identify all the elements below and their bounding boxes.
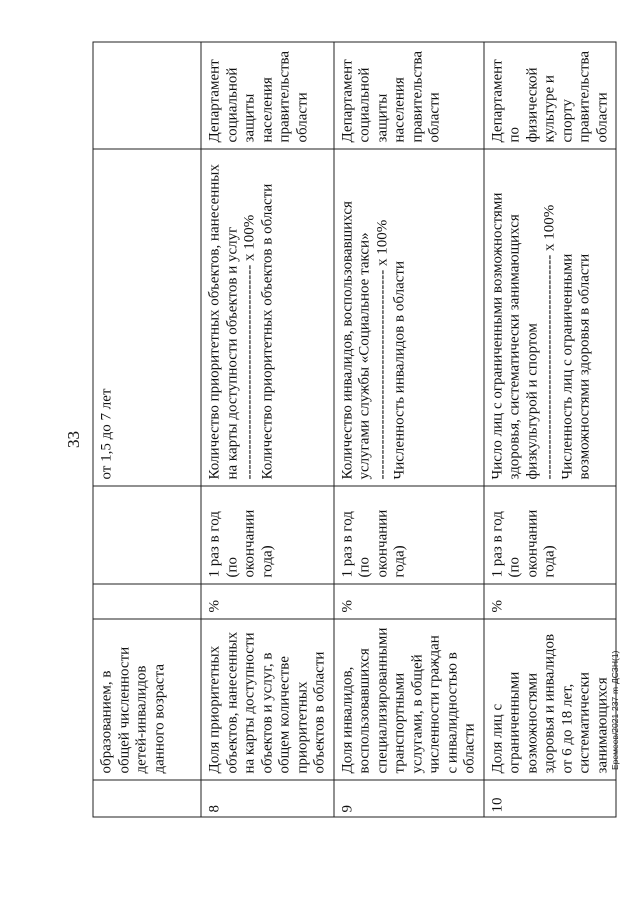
formula-fraction-line: --------------------------------------------- х 100% — [541, 204, 558, 480]
cell-indicator: Доля лиц с ограниченными возможностями здоровья и инвалидов от 6 до 18 лет, систематически занимающихся — [484, 619, 617, 780]
cell-responsible: Департамент социальной защиты населения правительства области — [201, 42, 334, 149]
formula-denominator: Численность лиц с ограниченными возможностями здоровья в области — [559, 253, 593, 480]
formula-fraction-line: ------------------------------------------ х 100% — [374, 219, 390, 480]
formula-numerator: Число лиц с ограниченными возможностями здоровья, систематически занимающихся физкультурой и спортом — [489, 192, 540, 480]
table-row — [484, 42, 617, 817]
cell-indicator: Доля инвалидов, воспользовавшихся специализированными транспортными услугами, в общей численности граждан с инвалидностью в области — [334, 619, 484, 780]
formula-denominator: Численность инвалидов в области — [391, 261, 408, 480]
cell-periodicity — [93, 486, 201, 584]
formula-fraction-line: ------------------------------------------- х 100% — [241, 214, 258, 480]
cell-num: 9 — [334, 780, 484, 817]
cell-formula: от 1,5 до 7 лет — [93, 149, 201, 486]
indicator-table-wrapper — [93, 43, 610, 818]
cell-num — [93, 780, 201, 817]
cell-periodicity: 1 раз в год (по окончании года) — [484, 486, 617, 584]
cell-responsible: Департамент по физической культуре и спорту правительства области — [484, 42, 617, 149]
indicator-table — [93, 42, 617, 818]
table-row — [201, 42, 334, 817]
cell-responsible — [93, 42, 201, 149]
page-number: 33 — [64, 431, 83, 448]
cell-responsible: Департамент социальной защиты населения правительства области — [334, 42, 484, 149]
cell-formula — [201, 149, 334, 486]
document-code: Еремеев/2021-237-m-ДСЗН(1) — [610, 650, 620, 770]
cell-unit: % — [201, 584, 334, 619]
cell-periodicity: 1 раз в год (по окончании года) — [201, 486, 334, 584]
cell-unit: % — [484, 584, 617, 619]
formula-denominator: Количество приоритетных объектов в области — [259, 183, 275, 480]
cell-unit — [93, 584, 201, 619]
formula-numerator: Количество инвалидов, воспользовавшихся услугами службы «Социальное такси» — [339, 201, 373, 480]
table-row-continuation — [93, 42, 201, 817]
cell-num: 10 — [484, 780, 617, 817]
cell-formula — [334, 149, 484, 486]
table-row — [334, 42, 484, 817]
formula-numerator: Количество приоритетных объектов, нанесенных на карты доступности объектов и услуг — [206, 164, 240, 480]
cell-num: 8 — [201, 780, 334, 817]
cell-indicator: образованием, в общей численности детей-инвалидов данного возраста — [93, 619, 201, 780]
cell-formula — [484, 149, 617, 486]
cell-indicator: Доля приоритетных объектов, нанесенных на карты доступности объектов и услуг, в общем количестве приоритетных объектов в области — [201, 619, 334, 780]
cell-periodicity: 1 раз в год (по окончании года) — [334, 486, 484, 584]
cell-unit: % — [334, 584, 484, 619]
